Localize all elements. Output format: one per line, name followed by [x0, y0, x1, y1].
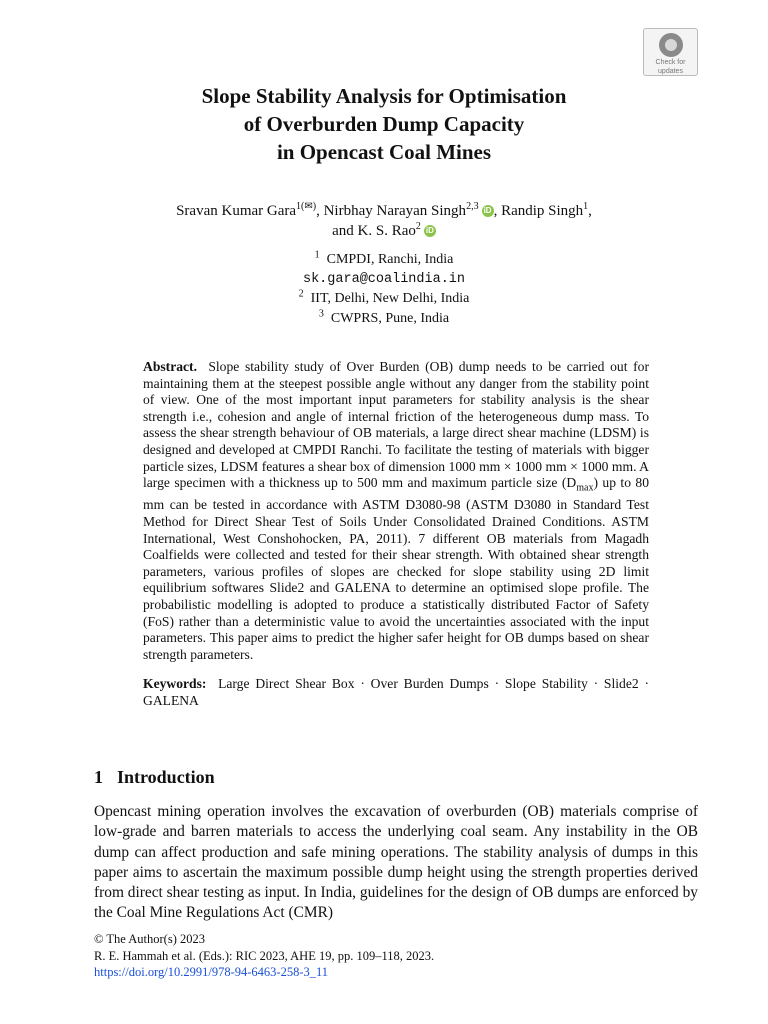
keywords-label: Keywords: — [143, 676, 207, 692]
abstract-label: Abstract. — [143, 359, 197, 374]
section-title: Introduction — [117, 767, 215, 787]
author-1-sup: 1(✉) — [296, 201, 317, 212]
footer — [94, 931, 434, 981]
affil-1: CMPDI, Ranchi, India — [326, 252, 454, 267]
author-3-sup: 1 — [583, 201, 589, 212]
affil-num-1: 1 — [314, 249, 320, 261]
author-1: Sravan Kumar Gara — [176, 203, 297, 219]
author-4: and K. S. Rao — [332, 223, 416, 239]
author-2: Nirbhay Narayan Singh — [323, 203, 467, 219]
affil-num-2: 2 — [298, 288, 304, 300]
author-email[interactable]: sk.gara@coalindia.in — [302, 271, 466, 287]
orcid-icon[interactable]: iD — [425, 225, 434, 235]
affil-2: IIT, Delhi, New Delhi, India — [310, 291, 470, 306]
affiliations — [0, 250, 768, 328]
affil-3: CWPRS, Pune, India — [330, 310, 450, 326]
section-number: 1 — [94, 767, 103, 787]
abstract-block — [143, 359, 649, 710]
title-line-2: of Overburden Dump Capacity — [243, 112, 525, 136]
keywords-text: Large Direct Shear Box · Over Burden Dumps · Slope Stability · Slide2 · GALENA — [143, 676, 649, 708]
section-heading — [94, 767, 215, 788]
author-4-sup: 2 — [415, 221, 421, 232]
author-3: Randip Singh — [501, 203, 584, 219]
title-line-1: Slope Stability Analysis for Optimisation — [201, 84, 567, 108]
author-2-sup: 2,3 — [466, 201, 479, 212]
paper-title — [0, 82, 768, 166]
intro-paragraph: Opencast mining operation involves the excavation of overburden (OB) materials comprise of low-grade and barren materials to access the underlying coal seam. Any instability in the OB dump can affect production and safe mining operations. The stability analysis of dumps in this paper aims to ascertain the maximum possible dump height using the strength properties derived from direct shear testing as input. In India, guidelines for the design of OB dumps are enforced by the Coal Mine Regulations Act (CMR) — [94, 803, 698, 922]
author-list: Sravan Kumar Gara$^{1(✉)}$, Nirbhay Narayan Singh$^{2,3}$ iD , Randip Singh$^1$, and K. S. Rao$^2$ iD — [176, 201, 592, 239]
copyright: © The Author(s) 2023 — [94, 932, 205, 946]
abstract-subscript: max — [576, 482, 594, 494]
badge-line1: Check for — [655, 59, 686, 66]
abstract-part-2: ) up to 80 mm can be tested in accordance with ASTM D3080-98 (ASTM D3080 in Standard Test Method for Direct Shear Test of Soils Under Consolidated Drained Conditions. ASTM International, West Conshohocken, PA, 2011). 7 different OB materials from Magadh Coalfields were collected and tested for their shear strength. With obtained shear strength parameters, various profiles of slopes are checked for slope stability using 2D limit equilibrium softwares Slide2 and GALENA to determine an optimised slope profile. The probabilistic modelling is adopted to produce a statistically distributed Factor of Safety (FoS) rather than a deterministic value to avoid the uncertainties associated with the input parameters. This paper aims to predict the higher safer height for OB dumps based on shear strength parameters. — [143, 475, 650, 662]
title-line-3: in Opencast Coal Mines — [276, 140, 492, 164]
doi-link[interactable]: https://doi.org/10.2991/978-94-6463-258-3_11 — [94, 965, 329, 979]
check-for-updates-badge[interactable] — [643, 28, 698, 76]
badge-line2: updates — [658, 68, 683, 75]
check-for-updates-icon — [659, 33, 683, 57]
affil-num-3: 3 — [318, 307, 324, 319]
keywords — [143, 676, 649, 709]
abstract-text — [143, 359, 649, 663]
orcid-icon[interactable]: iD — [483, 205, 492, 215]
citation: R. E. Hammah et al. (Eds.): RIC 2023, AHE 19, pp. 109–118, 2023. — [94, 948, 435, 963]
abstract-part-1: Slope stability study of Over Burden (OB) dump needs to be carried out for maintaining them at the steepest possible angle without any danger from the stability point of view. One of the most important input parameters for stability analysis is the shear strength i.e., cohesion and angle of internal friction of the heterogeneous dump mass. To assess the shear strength behaviour of OB materials, a large direct shear machine (LDSM) is designed and developed at CMPDI Ranchi. To facilitate the testing of materials with bigger particle sizes, LDSM features a shear box of dimension 1000 mm × 1000 mm × 1000 mm. A large specimen with a thickness up to 500 mm and maximum particle size (D — [143, 359, 650, 491]
